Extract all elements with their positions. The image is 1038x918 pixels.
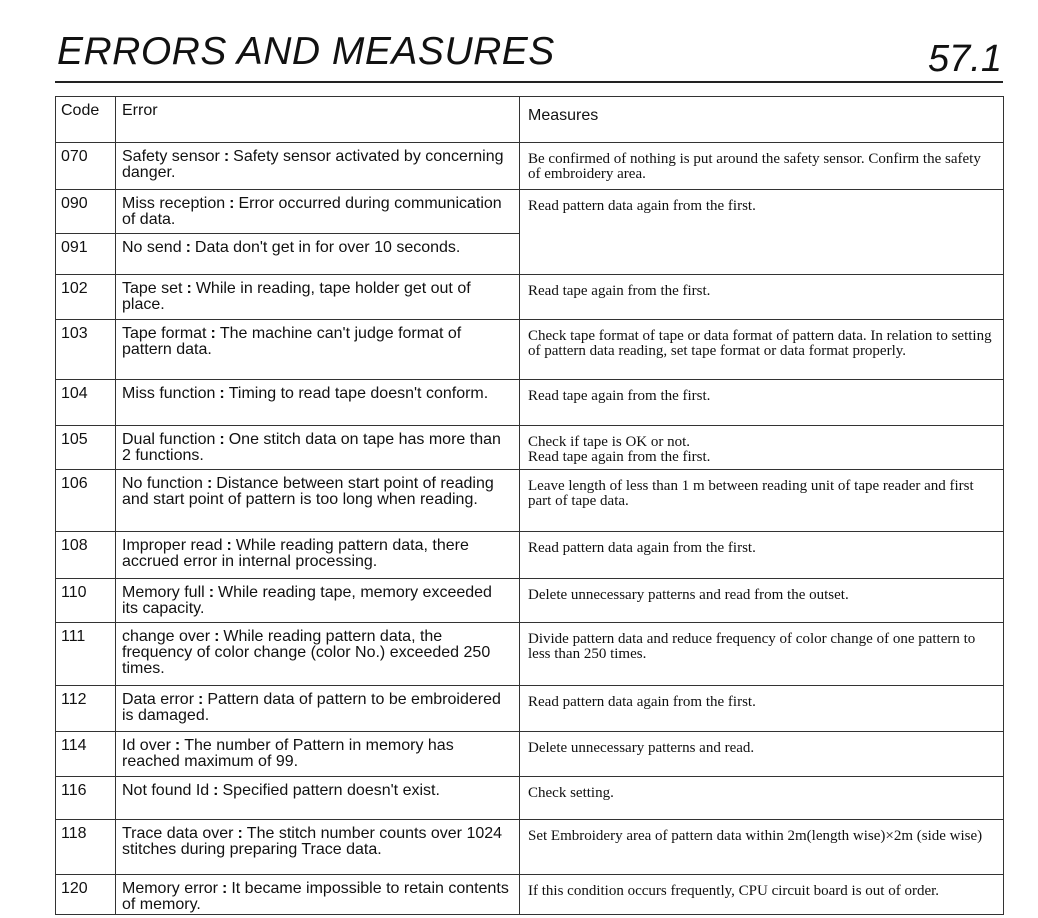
error-label: No function (122, 475, 203, 492)
error-description (116, 777, 520, 820)
error-label: Memory full (122, 584, 205, 601)
table-row (56, 143, 1004, 190)
measure-cell (520, 190, 1004, 275)
error-code: 103 (56, 320, 116, 380)
error-code: 104 (56, 380, 116, 426)
error-description (116, 875, 520, 915)
error-detail: Safety sensor activated by concerning danger. (122, 148, 504, 181)
measure-cell (520, 275, 1004, 320)
colon-separator: : (219, 431, 225, 448)
measure-cell (520, 732, 1004, 777)
error-label: Memory error (122, 880, 219, 897)
measure-text: If this condition occurs frequently, CPU circuit board is out of order. (528, 883, 940, 899)
error-code: 091 (56, 234, 116, 275)
error-description (116, 275, 520, 320)
measure-cell (520, 532, 1004, 579)
error-description (116, 579, 520, 623)
error-label: Trace data over (122, 825, 234, 842)
error-description (116, 732, 520, 777)
table-row (56, 777, 1004, 820)
error-detail: Error occurred during communication of data. (122, 195, 502, 228)
measure-cell (520, 777, 1004, 820)
measure-text: Read tape again from the first. (528, 449, 711, 465)
colon-separator: : (223, 148, 230, 165)
error-detail: Pattern data of pattern to be embroidered is damaged. (122, 691, 501, 724)
column-header-code: Code (56, 97, 116, 143)
error-label: Not found Id (122, 782, 210, 799)
measure-cell (520, 820, 1004, 875)
error-description (116, 143, 520, 190)
error-detail: Specified pattern doesn't exist. (222, 782, 440, 799)
error-description (116, 623, 520, 686)
colon-separator: : (198, 691, 204, 708)
error-detail: Distance between start point of reading and start point of pattern is too long when reading. (122, 475, 494, 508)
colon-separator: : (214, 628, 220, 645)
table-header-row (56, 97, 1004, 143)
colon-separator: : (206, 475, 213, 492)
measure-cell (520, 875, 1004, 915)
error-code: 090 (56, 190, 116, 234)
measure-text: Set Embroidery area of pattern data within 2m(length wise)×2m (side wise) (528, 828, 983, 844)
error-code: 120 (56, 875, 116, 915)
error-code: 105 (56, 426, 116, 470)
errors-table (55, 96, 1004, 915)
table-row (56, 532, 1004, 579)
error-description (116, 686, 520, 732)
colon-separator: : (222, 880, 228, 897)
error-description (116, 426, 520, 470)
colon-separator: : (229, 195, 235, 212)
error-detail: One stitch data on tape has more than 2 functions. (122, 431, 501, 464)
colon-separator: : (219, 385, 225, 402)
measure-text: Delete unnecessary patterns and read. (528, 740, 755, 756)
error-detail: The number of Pattern in memory has reached maximum of 99. (122, 737, 454, 770)
measure-text: Read pattern data again from the first. (528, 694, 756, 710)
error-label: No send (122, 239, 182, 256)
error-code: 118 (56, 820, 116, 875)
error-detail: Timing to read tape doesn't conform. (228, 385, 489, 402)
measure-text: Divide pattern data and reduce frequency of color change of one pattern to less than 250 times. (528, 631, 976, 662)
table-row (56, 820, 1004, 875)
error-code: 070 (56, 143, 116, 190)
error-code: 108 (56, 532, 116, 579)
error-detail: The machine can't judge format of pattern data. (122, 325, 462, 358)
measure-cell (520, 320, 1004, 380)
table-row (56, 275, 1004, 320)
measure-cell (520, 380, 1004, 426)
measure-text: Check tape format of tape or data format of pattern data. In relation to setting of pattern data reading, set tape format or data format properly. (528, 328, 992, 359)
error-description (116, 380, 520, 426)
error-detail: While reading tape, memory exceeded its capacity. (122, 584, 492, 617)
page-number: 57.1 (928, 38, 1002, 80)
measure-cell (520, 470, 1004, 532)
colon-separator: : (210, 325, 216, 342)
error-label: Id over (122, 737, 171, 754)
error-code: 102 (56, 275, 116, 320)
measure-text: Check if tape is OK or not. (528, 434, 691, 450)
error-description (116, 320, 520, 380)
measure-text: Read pattern data again from the first. (528, 198, 756, 214)
table-row (56, 470, 1004, 532)
error-code: 116 (56, 777, 116, 820)
error-label: Dual function (122, 431, 216, 448)
measure-text: Read pattern data again from the first. (528, 540, 756, 556)
error-detail: While reading pattern data, the frequency of color change (color No.) exceeded 250 times. (122, 628, 491, 677)
measure-text: Read tape again from the first. (528, 388, 711, 404)
table-row (56, 380, 1004, 426)
table-row (56, 579, 1004, 623)
error-code: 114 (56, 732, 116, 777)
colon-separator: : (208, 584, 215, 601)
colon-separator: : (186, 280, 192, 297)
table-row (56, 686, 1004, 732)
colon-separator: : (185, 239, 191, 256)
measure-text: Be confirmed of nothing is put around the safety sensor. Confirm the safety of embroidery area. (528, 151, 981, 182)
table-row (56, 875, 1004, 915)
colon-separator: : (174, 737, 181, 754)
column-header-error: Error (116, 97, 520, 143)
measure-text: Leave length of less than 1 m between reading unit of tape reader and first part of tape data. (528, 478, 974, 509)
table-row (56, 732, 1004, 777)
error-description (116, 820, 520, 875)
table-row (56, 190, 1004, 234)
page-title: ERRORS AND MEASURES (57, 30, 555, 73)
column-header-measures: Measures (520, 97, 1004, 143)
error-label: Tape format (122, 325, 207, 342)
measure-cell (520, 686, 1004, 732)
colon-separator: : (237, 825, 243, 842)
title-underline (55, 81, 1003, 83)
error-label: Miss function (122, 385, 216, 402)
error-description (116, 190, 520, 234)
table-row (56, 623, 1004, 686)
error-code: 111 (56, 623, 116, 686)
error-detail: Data don't get in for over 10 seconds. (194, 239, 461, 256)
error-description (116, 234, 520, 275)
error-label: Data error (122, 691, 195, 708)
measure-text: Read tape again from the first. (528, 283, 711, 299)
error-description (116, 470, 520, 532)
error-detail: While in reading, tape holder get out of place. (122, 280, 471, 313)
colon-separator: : (213, 782, 219, 799)
error-label: Improper read (122, 537, 223, 554)
measure-text: Delete unnecessary patterns and read from the outset. (528, 587, 849, 603)
error-label: Miss reception (122, 195, 226, 212)
table-row (56, 320, 1004, 380)
measure-cell (520, 579, 1004, 623)
table-row (56, 426, 1004, 470)
error-detail: The stitch number counts over 1024 stitches during preparing Trace data. (122, 825, 503, 858)
error-code: 110 (56, 579, 116, 623)
error-code: 112 (56, 686, 116, 732)
measure-text: Check setting. (528, 785, 614, 801)
measure-cell (520, 623, 1004, 686)
error-detail: It became impossible to retain contents of memory. (122, 880, 509, 913)
error-description (116, 532, 520, 579)
colon-separator: : (226, 537, 232, 554)
error-label: change over (122, 628, 211, 645)
measure-cell (520, 143, 1004, 190)
measure-cell (520, 426, 1004, 470)
error-label: Safety sensor (122, 148, 220, 165)
error-label: Tape set (122, 280, 183, 297)
error-detail: While reading pattern data, there accrued error in internal processing. (122, 537, 469, 570)
error-code: 106 (56, 470, 116, 532)
